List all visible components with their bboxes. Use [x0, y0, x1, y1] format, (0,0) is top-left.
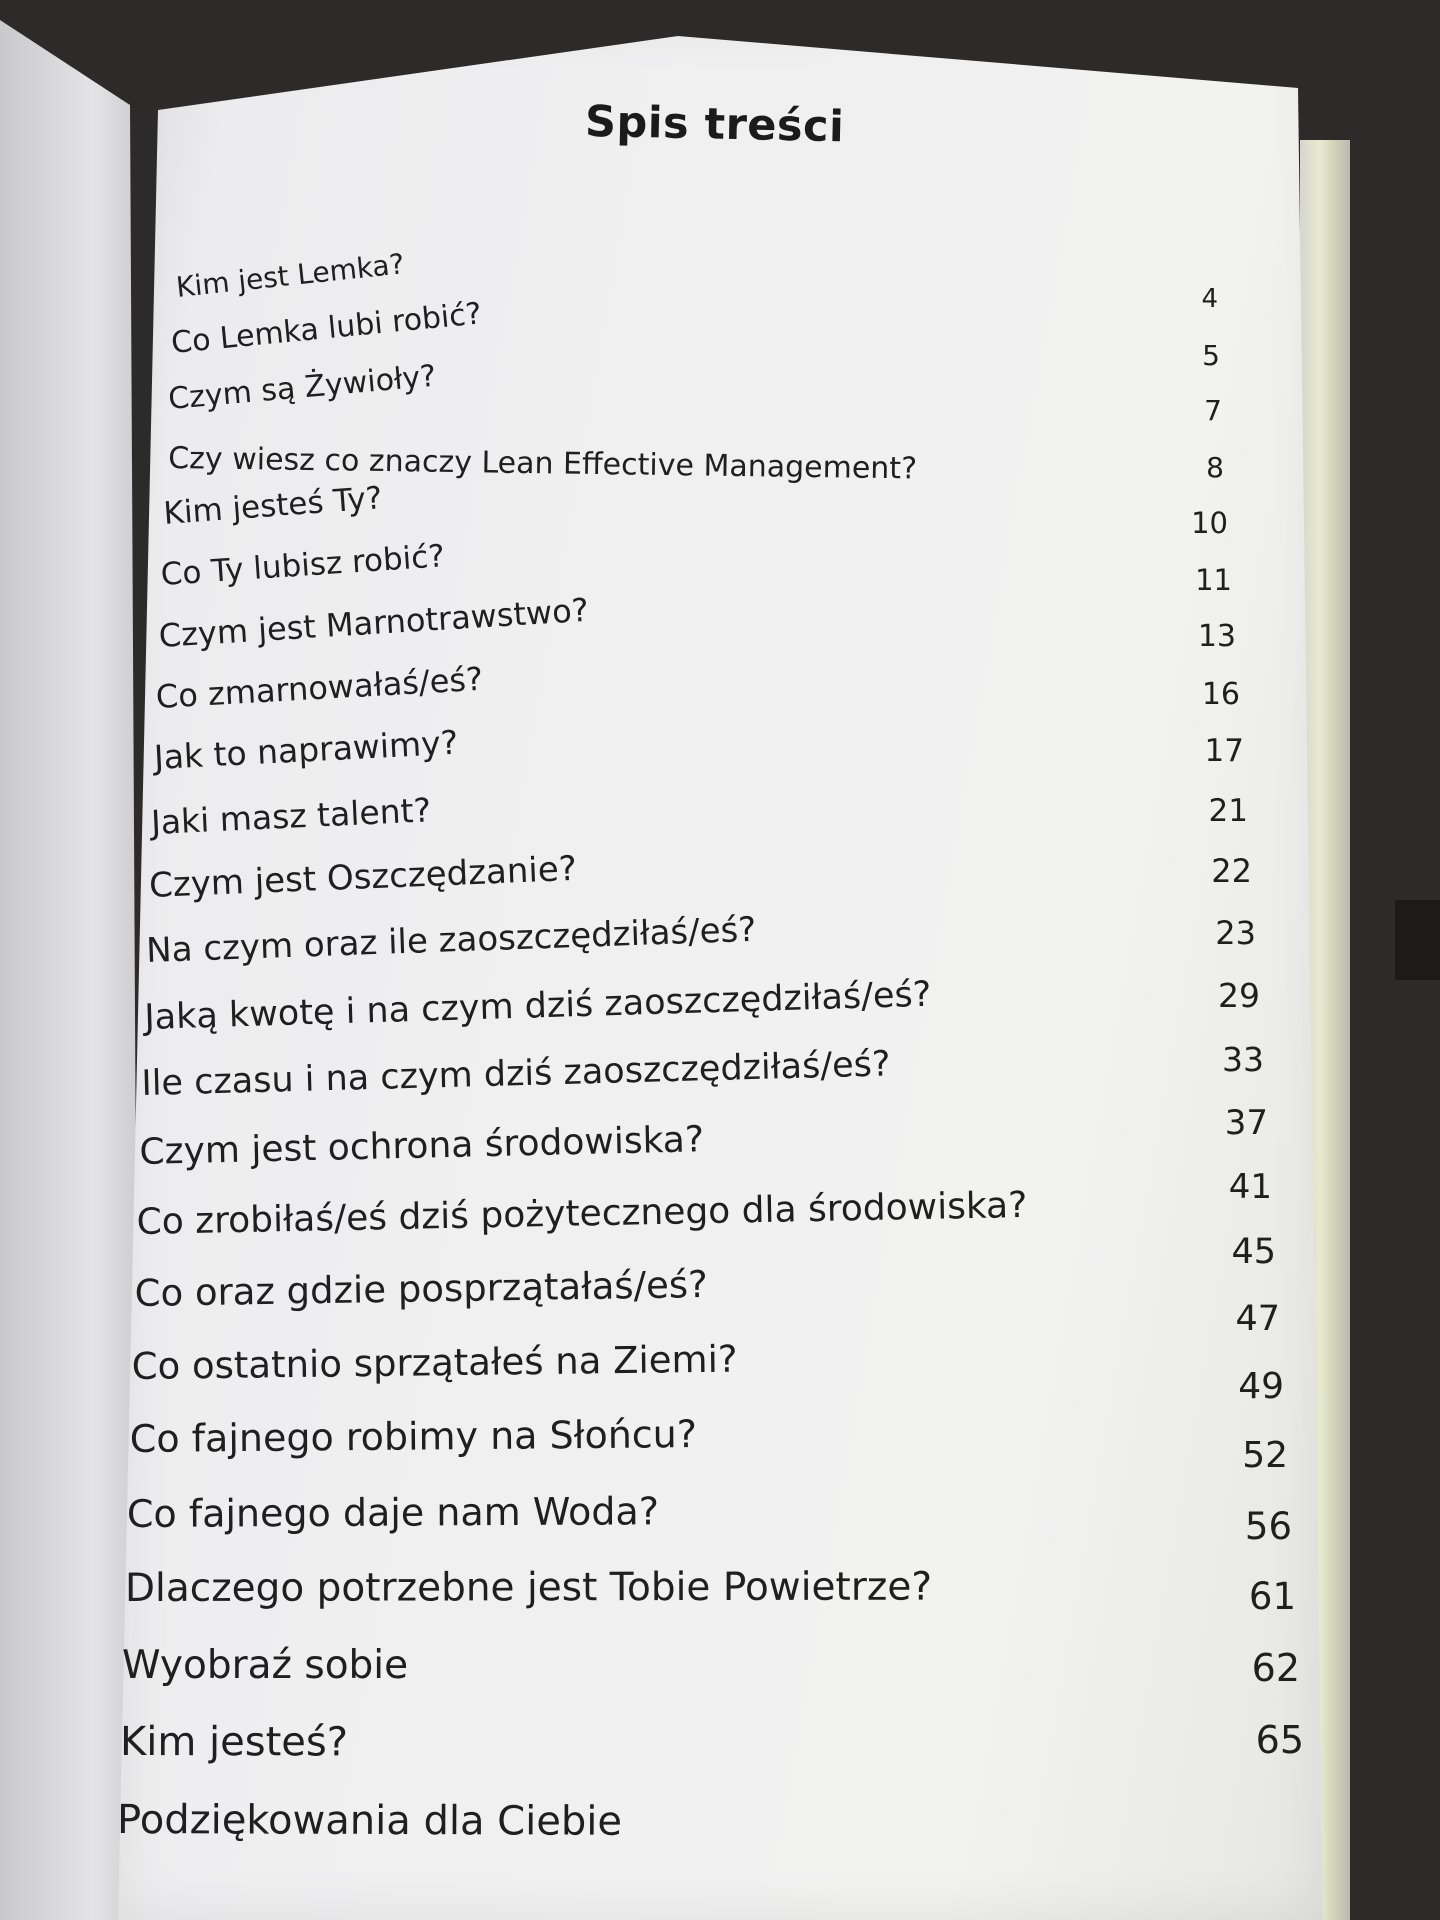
toc-entry-title: Kim jesteś Ty?: [162, 479, 384, 532]
toc-entry-title: Czy wiesz co znaczy Lean Effective Management?: [168, 441, 918, 487]
toc-entry-title: Dlaczego potrzebne jest Tobie Powietrze?: [124, 1564, 933, 1612]
toc-entry-title: Co zmarnowałaś/eś?: [154, 659, 484, 716]
toc-entry-title: Podziękowania dla Ciebie: [117, 1797, 623, 1845]
toc-entry-title: Co zrobiłaś/eś dziś pożytecznego dla środowiska?: [136, 1184, 1028, 1243]
toc-entry-page-number: 7: [1204, 394, 1222, 427]
toc-entry-title: Czym jest Marnotrawstwo?: [157, 590, 590, 655]
toc-entry-title: Czym są Żywioły?: [166, 358, 438, 417]
toc-entry-page-number: 49: [1238, 1366, 1284, 1408]
toc-entry-page-number: 41: [1228, 1166, 1272, 1207]
toc-entry-title: Na czym oraz ile zaoszczędziłaś/eś?: [145, 909, 757, 972]
toc-entry-page-number: 29: [1218, 976, 1260, 1015]
toc-entry-title: Jak to naprawimy?: [153, 723, 460, 778]
toc-entry-page-number: 5: [1202, 339, 1220, 372]
toc-entry-title: Czym jest Oszczędzanie?: [148, 849, 578, 907]
toc-entry-page-number: 61: [1248, 1575, 1296, 1619]
toc-entry-page-number: 65: [1255, 1718, 1304, 1762]
toc-entry-page-number: 23: [1215, 914, 1256, 953]
toc-entry-title: Czym jest ochrona środowiska?: [139, 1118, 705, 1173]
toc-entry-title: Kim jest Lemka?: [174, 247, 406, 305]
toc-entry-title: Jaki masz talent?: [150, 790, 432, 843]
toc-entry-title: Co Lemka lubi robić?: [169, 296, 484, 361]
toc-entry-title: Co ostatnio sprzątałeś na Ziemi?: [131, 1337, 738, 1388]
toc-entry-title: Kim jesteś?: [120, 1719, 349, 1766]
toc-entry-page-number: 47: [1235, 1298, 1280, 1339]
toc-entry-title: Jaką kwotę i na czym dziś zaoszczędziłaś/eś?: [143, 974, 932, 1038]
toc-entry-page-number: 16: [1201, 676, 1240, 712]
toc-entry-page-number: 11: [1195, 562, 1232, 597]
toc-entry-page-number: 21: [1208, 793, 1248, 830]
toc-entry-page-number: 56: [1244, 1505, 1292, 1549]
toc-entry-title: Ile czasu i na czym dziś zaoszczędziłaś/eś?: [140, 1044, 891, 1104]
toc-entry-page-number: 17: [1204, 733, 1244, 770]
toc-entry-page-number: 8: [1206, 451, 1224, 484]
toc-entry-title: Wyobraź sobie: [122, 1643, 409, 1689]
toc-entry-title: Co oraz gdzie posprzątałaś/eś?: [134, 1262, 709, 1315]
toc-entry-page-number: 4: [1201, 284, 1218, 315]
toc-entry-title: Co Ty lubisz robić?: [159, 538, 446, 593]
toc-entry-page-number: 37: [1224, 1102, 1268, 1143]
toc-entry-title: Co fajnego daje nam Woda?: [126, 1489, 660, 1537]
toc-entry-page-number: 22: [1211, 852, 1252, 891]
toc-entry-page-number: 33: [1222, 1040, 1264, 1079]
toc-entry-page-number: 52: [1242, 1435, 1288, 1477]
toc-entry-page-number: 13: [1197, 618, 1236, 654]
toc-entry-page-number: 10: [1191, 505, 1228, 540]
page-title: Spis treści: [584, 96, 845, 153]
toc-entry-page-number: 62: [1251, 1646, 1300, 1690]
toc-entry-title: Co fajnego robimy na Słońcu?: [129, 1412, 698, 1462]
toc-entry-page-number: 45: [1231, 1231, 1276, 1272]
